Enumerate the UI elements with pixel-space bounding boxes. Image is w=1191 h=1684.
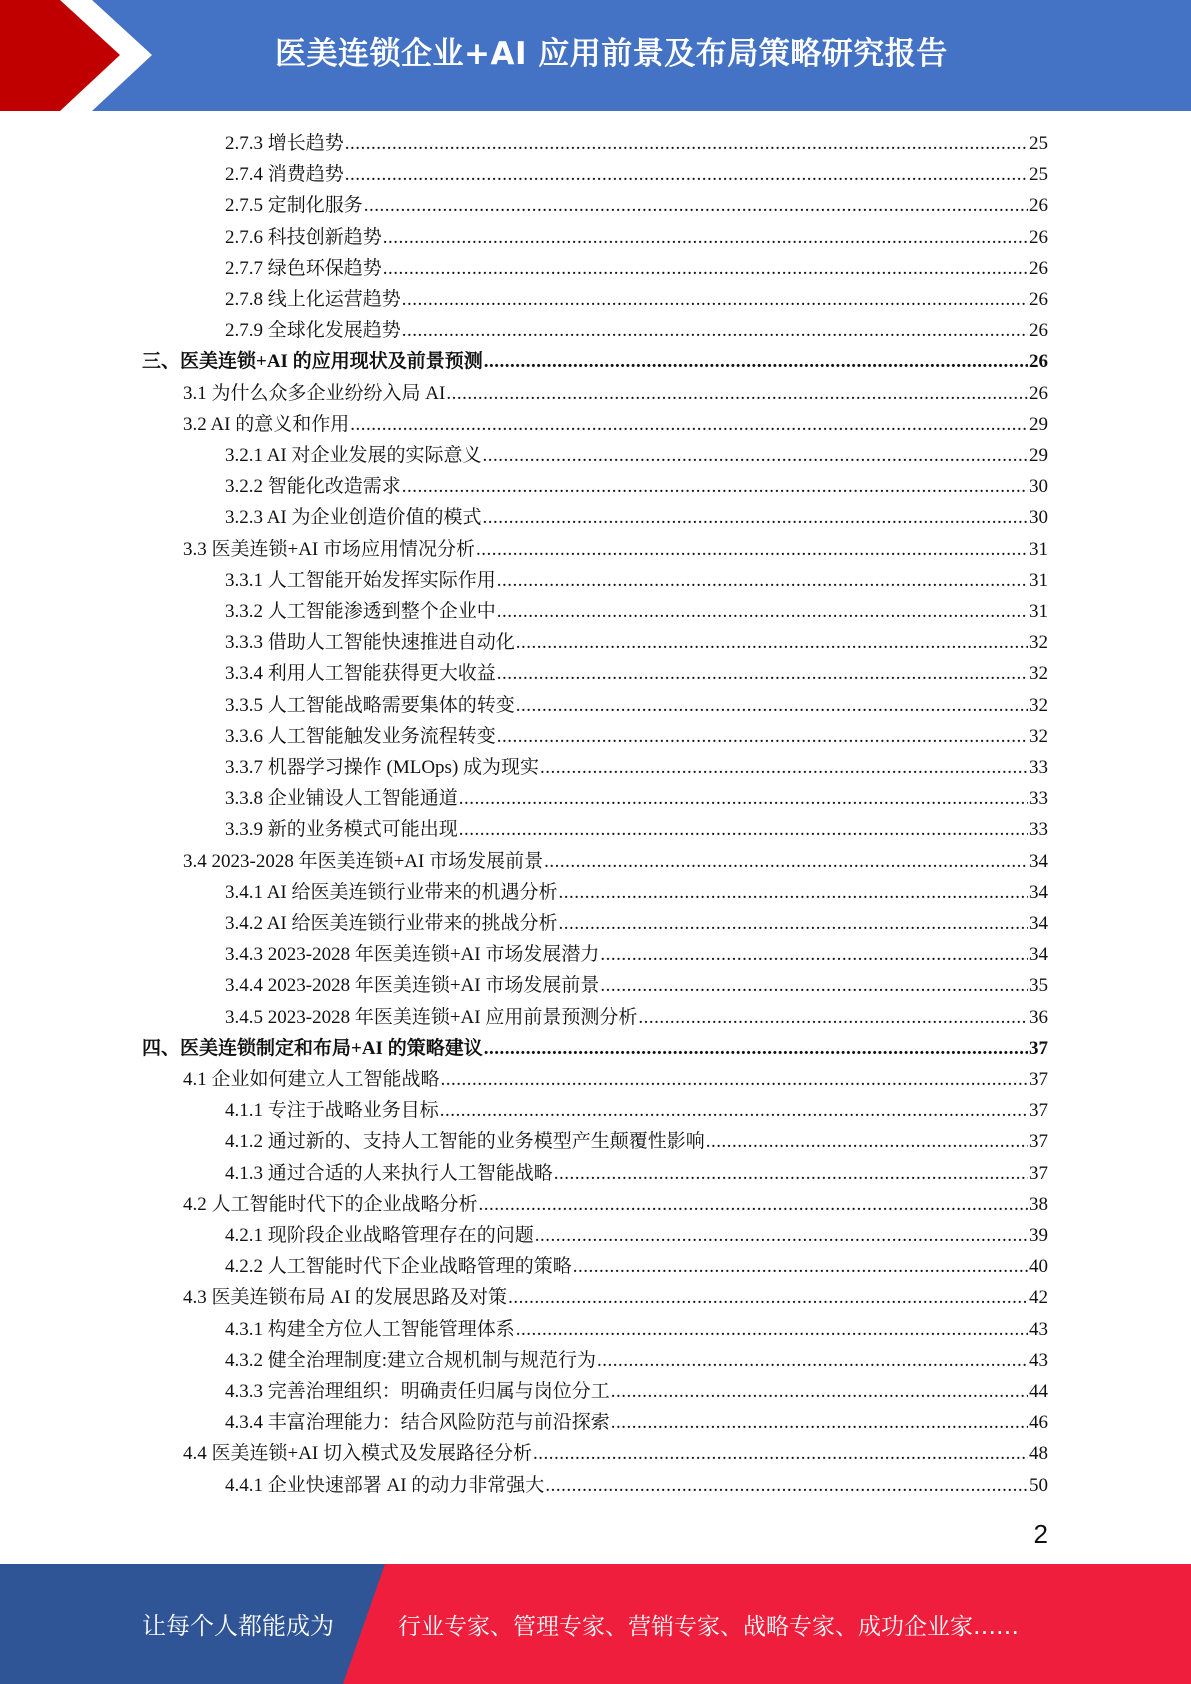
toc-entry-page: 32 <box>1029 694 1048 716</box>
toc-dot-leader <box>345 128 1028 159</box>
toc-entry[interactable] <box>225 1376 1048 1407</box>
toc-dot-leader <box>497 721 1028 752</box>
toc-entry[interactable] <box>225 1095 1048 1126</box>
toc-entry-label: 3.4.3 2023-2028 年医美连锁+AI 市场发展潜力 <box>225 944 600 966</box>
toc-entry-label: 3.2.2 智能化改造需求 <box>225 476 401 498</box>
toc-entry-label: 2.7.9 全球化发展趋势 <box>225 320 401 342</box>
toc-entry[interactable] <box>183 1282 1048 1313</box>
toc-entry-page: 26 <box>1029 226 1048 248</box>
toc-entry-label: 3.4.5 2023-2028 年医美连锁+AI 应用前景预测分析 <box>225 1006 638 1028</box>
toc-entry[interactable] <box>225 1220 1048 1251</box>
toc-dot-leader <box>459 783 1028 814</box>
toc-dot-leader <box>600 939 1028 970</box>
toc-entry-page: 32 <box>1029 632 1048 654</box>
toc-entry[interactable] <box>225 284 1048 315</box>
toc-entry-label: 3.3.9 新的业务模式可能出现 <box>225 819 458 841</box>
toc-entry[interactable] <box>225 1345 1048 1376</box>
toc-entry-page: 33 <box>1029 757 1048 778</box>
toc-entry[interactable] <box>225 627 1048 658</box>
toc-entry-label: 3.4.2 AI 给医美连锁行业带来的挑战分析 <box>225 913 558 934</box>
toc-entry-label: 4.1 企业如何建立人工智能战略 <box>183 1069 440 1090</box>
toc-entry-label: 4.4.1 企业快速部署 AI 的动力非常强大 <box>225 1474 545 1496</box>
toc-dot-leader <box>483 440 1028 471</box>
toc-entry-label: 4.1.2 通过新的、支持人工智能的业务模型产生颠覆性影响 <box>225 1131 705 1153</box>
toc-entry-page: 29 <box>1029 445 1048 466</box>
toc-entry[interactable] <box>225 752 1048 783</box>
toc-entry-page: 26 <box>1029 289 1048 310</box>
toc-dot-leader <box>483 502 1028 533</box>
toc-entry-label: 4.1.1 专注于战略业务目标 <box>225 1100 439 1122</box>
toc-entry-label: 3.3.3 借助人工智能快速推进自动化 <box>225 632 515 654</box>
toc-entry[interactable] <box>183 1064 1048 1095</box>
toc-entry-label: 3.3.4 利用人工智能获得更大收益 <box>225 663 496 685</box>
toc-dot-leader <box>559 908 1028 939</box>
toc-entry[interactable] <box>225 1251 1048 1282</box>
toc-dot-leader <box>383 222 1028 253</box>
toc-dot-leader <box>446 378 1028 409</box>
toc-dot-leader <box>402 471 1028 502</box>
toc-entry[interactable] <box>225 939 1048 970</box>
toc-entry-label: 4.3 医美连锁布局 AI 的发展思路及对策 <box>183 1287 508 1309</box>
toc-dot-leader <box>573 1251 1028 1282</box>
toc-entry-label: 4.3.4 丰富治理能力：结合风险防范与前沿探索 <box>225 1412 610 1434</box>
toc-entry[interactable] <box>225 565 1048 596</box>
toc-dot-leader <box>516 627 1028 658</box>
toc-entry-page: 42 <box>1029 1287 1048 1309</box>
toc-entry[interactable] <box>225 315 1048 346</box>
toc-dot-leader <box>516 1314 1028 1345</box>
toc-entry-page: 26 <box>1029 351 1048 373</box>
toc-entry-page: 26 <box>1029 382 1048 404</box>
toc-dot-leader <box>364 190 1028 221</box>
toc-dot-leader <box>540 752 1028 783</box>
toc-dot-leader <box>638 1002 1028 1033</box>
page-header <box>0 0 1191 111</box>
toc-entry[interactable] <box>183 1189 1048 1220</box>
toc-entry-label: 3.3.1 人工智能开始发挥实际作用 <box>225 569 496 591</box>
toc-entry-label: 2.7.7 绿色环保趋势 <box>225 257 382 279</box>
toc-entry-page: 43 <box>1029 1318 1048 1340</box>
toc-entry-label: 3.4.1 AI 给医美连锁行业带来的机遇分析 <box>225 881 558 903</box>
toc-entry[interactable] <box>225 1158 1048 1189</box>
toc-entry[interactable] <box>183 846 1048 877</box>
toc-dot-leader <box>459 814 1028 845</box>
toc-dot-leader <box>479 1189 1028 1220</box>
toc-entry[interactable] <box>142 346 1048 377</box>
toc-entry[interactable] <box>225 783 1048 814</box>
toc-entry-page: 32 <box>1029 663 1048 685</box>
page-number: 2 <box>1033 1519 1048 1549</box>
toc-entry-page: 37 <box>1029 1037 1048 1059</box>
toc-dot-leader <box>559 877 1028 908</box>
toc-entry-page: 26 <box>1029 320 1048 342</box>
toc-dot-leader <box>402 284 1028 315</box>
toc-entry-label: 三、医美连锁+AI 的应用现状及前景预测 <box>142 351 483 373</box>
toc-entry-label: 3.2.3 AI 为企业创造价值的模式 <box>225 507 482 529</box>
toc-entry[interactable] <box>225 440 1048 471</box>
toc-entry[interactable] <box>225 222 1048 253</box>
toc-entry-label: 4.2.1 现阶段企业战略管理存在的问题 <box>225 1225 534 1246</box>
toc-dot-leader <box>440 1095 1028 1126</box>
toc-entry[interactable] <box>225 1407 1048 1438</box>
report-title: 医美连锁企业+AI 应用前景及布局策略研究报告 <box>275 36 948 72</box>
toc-entry[interactable] <box>225 502 1048 533</box>
toc-entry-page: 26 <box>1029 195 1048 217</box>
toc-entry[interactable] <box>225 658 1048 689</box>
toc-entry-page: 33 <box>1029 819 1048 841</box>
toc-entry-page: 31 <box>1029 538 1048 560</box>
toc-dot-leader <box>383 253 1028 284</box>
toc-entry-page: 40 <box>1029 1256 1048 1278</box>
toc-entry[interactable] <box>225 596 1048 627</box>
toc-dot-leader <box>497 565 1028 596</box>
toc-dot-leader <box>554 1158 1028 1189</box>
toc-entry-label: 3.3 医美连锁+AI 市场应用情况分析 <box>183 538 476 560</box>
toc-entry-label: 4.3.1 构建全方位人工智能管理体系 <box>225 1318 515 1340</box>
toc-entry-page: 25 <box>1029 133 1048 154</box>
toc-dot-leader <box>350 409 1028 440</box>
toc-dot-leader <box>402 315 1028 346</box>
toc-entry-page: 34 <box>1029 913 1048 934</box>
toc-dot-leader <box>600 970 1028 1001</box>
toc-entry-label: 4.3.2 健全治理制度:建立合规机制与规范行为 <box>225 1349 597 1371</box>
toc-entry-page: 34 <box>1029 850 1048 872</box>
toc-entry-label: 3.3.2 人工智能渗透到整个企业中 <box>225 601 496 622</box>
toc-entry-label: 3.1 为什么众多企业纷纷入局 AI <box>183 382 446 404</box>
toc-entry[interactable] <box>225 471 1048 502</box>
toc-entry-label: 2.7.3 增长趋势 <box>225 133 344 154</box>
toc-entry-page: 37 <box>1029 1069 1048 1090</box>
toc-entry-page: 48 <box>1029 1443 1048 1465</box>
toc-dot-leader <box>484 1033 1028 1064</box>
toc-dot-leader <box>535 1220 1028 1251</box>
toc-entry-page: 25 <box>1029 164 1048 186</box>
toc-dot-leader <box>476 534 1028 565</box>
toc-entry-label: 3.4.4 2023-2028 年医美连锁+AI 市场发展前景 <box>225 975 600 997</box>
toc-entry-label: 2.7.6 科技创新趋势 <box>225 226 382 248</box>
toc-dot-leader <box>611 1407 1028 1438</box>
toc-entry-page: 38 <box>1029 1193 1048 1215</box>
toc-entry-label: 四、医美连锁制定和布局+AI 的策略建议 <box>142 1037 483 1059</box>
toc-entry-page: 37 <box>1029 1100 1048 1122</box>
toc-entry[interactable] <box>183 378 1048 409</box>
toc-entry-page: 30 <box>1029 476 1048 498</box>
toc-entry-label: 4.4 医美连锁+AI 切入模式及发展路径分析 <box>183 1443 533 1465</box>
toc-entry-label: 4.2.2 人工智能时代下企业战略管理的策略 <box>225 1256 572 1278</box>
toc-dot-leader <box>544 846 1028 877</box>
toc-entry-page: 39 <box>1029 1225 1048 1246</box>
toc-entry[interactable] <box>225 190 1048 221</box>
toc-entry-label: 3.2 AI 的意义和作用 <box>183 413 350 435</box>
footer-slogan-right: 行业专家、管理专家、营销专家、战略专家、成功企业家…… <box>398 1614 1019 1640</box>
toc-entry-page: 34 <box>1029 944 1048 966</box>
toc-dot-leader <box>533 1438 1028 1469</box>
footer-slogan-left: 让每个人都能成为 <box>142 1612 334 1640</box>
toc-dot-leader <box>597 1345 1028 1376</box>
toc-entry[interactable] <box>225 908 1048 939</box>
toc-entry[interactable] <box>225 877 1048 908</box>
toc-entry-label: 2.7.8 线上化运营趋势 <box>225 289 401 310</box>
toc-dot-leader <box>508 1282 1028 1313</box>
page-footer <box>0 1564 1191 1684</box>
toc-dot-leader <box>706 1126 1028 1157</box>
toc-dot-leader <box>345 159 1028 190</box>
toc-entry-label: 4.2 人工智能时代下的企业战略分析 <box>183 1193 478 1215</box>
toc-dot-leader <box>441 1064 1028 1095</box>
toc-entry-page: 32 <box>1029 725 1048 747</box>
toc-entry[interactable] <box>225 1002 1048 1033</box>
toc-entry[interactable] <box>225 1470 1048 1501</box>
toc-entry-label: 3.3.5 人工智能战略需要集体的转变 <box>225 694 515 716</box>
toc-entry-label: 3.3.7 机器学习操作 (MLOps) 成为现实 <box>225 757 540 778</box>
toc-entry[interactable] <box>225 253 1048 284</box>
toc-entry[interactable] <box>225 1126 1048 1157</box>
toc-entry-label: 4.3.3 完善治理组织：明确责任归属与岗位分工 <box>225 1381 610 1402</box>
toc-entry-label: 4.1.3 通过合适的人来执行人工智能战略 <box>225 1162 553 1184</box>
toc-entry[interactable] <box>225 690 1048 721</box>
toc-entry[interactable] <box>225 128 1048 159</box>
toc-entry-page: 26 <box>1029 257 1048 279</box>
toc-entry-page: 50 <box>1029 1474 1048 1496</box>
toc-dot-leader <box>497 596 1028 627</box>
toc-entry-page: 34 <box>1029 881 1048 903</box>
toc-entry[interactable] <box>142 1033 1048 1064</box>
toc-entry[interactable] <box>225 159 1048 190</box>
toc-entry-page: 36 <box>1029 1006 1048 1028</box>
toc-entry-page: 37 <box>1029 1131 1048 1153</box>
toc-entry[interactable] <box>183 1438 1048 1469</box>
toc-entry-page: 30 <box>1029 507 1048 529</box>
toc-entry[interactable] <box>225 814 1048 845</box>
toc-entry[interactable] <box>183 534 1048 565</box>
toc-dot-leader <box>516 690 1028 721</box>
toc-entry-page: 46 <box>1029 1412 1048 1434</box>
toc-dot-leader <box>484 346 1028 377</box>
toc-entry-page: 31 <box>1029 601 1048 622</box>
toc-entry-page: 31 <box>1029 569 1048 591</box>
toc-entry-label: 2.7.5 定制化服务 <box>225 195 363 217</box>
toc-entry-page: 37 <box>1029 1162 1048 1184</box>
toc-entry-page: 29 <box>1029 413 1048 435</box>
toc-entry-label: 3.3.8 企业铺设人工智能通道 <box>225 788 458 810</box>
toc-entry[interactable] <box>225 1314 1048 1345</box>
toc-entry-page: 43 <box>1029 1349 1048 1371</box>
toc-entry-page: 33 <box>1029 788 1048 810</box>
toc-entry-page: 44 <box>1029 1381 1048 1402</box>
toc-entry[interactable] <box>225 721 1048 752</box>
toc-entry[interactable] <box>225 970 1048 1001</box>
toc-dot-leader <box>611 1376 1028 1407</box>
toc-entry-label: 2.7.4 消费趋势 <box>225 164 344 186</box>
toc-entry-page: 35 <box>1029 975 1048 997</box>
toc-entry-label: 3.3.6 人工智能触发业务流程转变 <box>225 725 496 747</box>
toc-entry-label: 3.2.1 AI 对企业发展的实际意义 <box>225 445 482 466</box>
toc-dot-leader <box>545 1470 1028 1501</box>
toc-dot-leader <box>497 658 1028 689</box>
toc-entry[interactable] <box>183 409 1048 440</box>
toc-entry-label: 3.4 2023-2028 年医美连锁+AI 市场发展前景 <box>183 850 544 872</box>
